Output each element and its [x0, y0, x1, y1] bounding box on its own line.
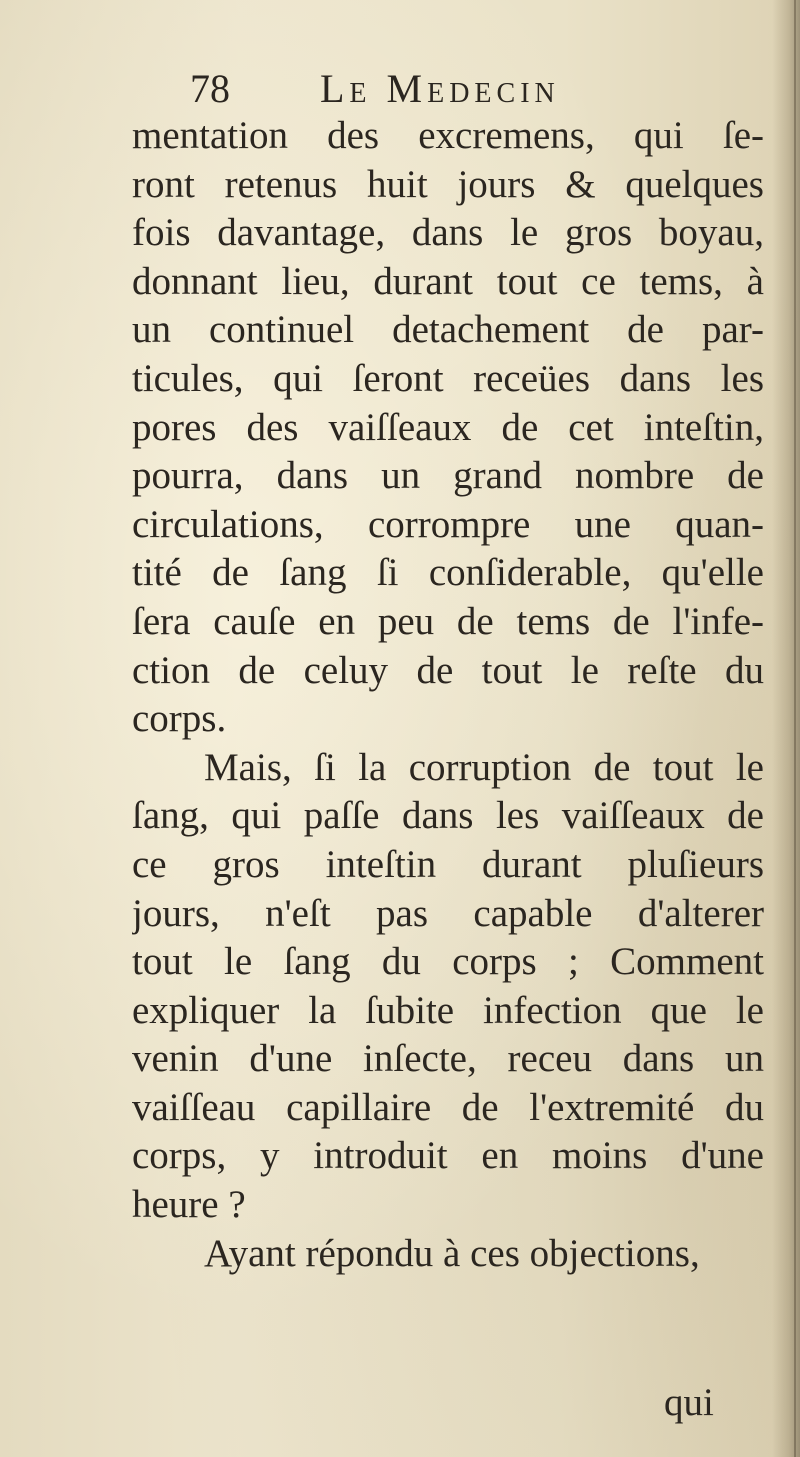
text-line: tout le ſang du corps ; Comment — [132, 940, 764, 984]
text-line: mentation des excremens, qui ſe- — [132, 114, 764, 157]
body-text — [132, 112, 764, 1278]
page-number: 78 — [190, 66, 230, 111]
text-line: corps, y introduit en moins d'une — [132, 1134, 764, 1178]
text-line: Ayant répondu à ces objections, — [204, 1231, 700, 1275]
text-line: un continuel detachement de par- — [132, 308, 764, 352]
text-line: ction de celuy de tout le reſte du — [132, 648, 764, 692]
text-line: fois davantage, dans le gros boyau, — [132, 211, 764, 255]
catchword: qui — [664, 1381, 714, 1424]
text-line: ticules, qui ſeront receües dans les — [132, 356, 764, 400]
text-line: Mais, ſi la corruption de tout le — [204, 745, 764, 789]
text-line: ſang, qui paſſe dans les vaiſſeaux de — [132, 794, 764, 838]
text-line: ce gros inteſtin durant pluſieurs — [132, 842, 764, 886]
paragraph — [132, 744, 764, 1230]
text-line: ront retenus huit jours & quelques — [132, 162, 764, 206]
text-line: tité de ſang ſi conſiderable, qu'elle — [132, 551, 764, 595]
paragraph — [132, 112, 764, 744]
text-line: expliquer la ſubite infection que le — [132, 988, 764, 1032]
text-line: vaiſſeau capillaire de l'extremité du — [132, 1085, 764, 1129]
text-line: corps. — [132, 697, 227, 741]
page-header — [190, 64, 730, 114]
text-line: jours, n'eſt pas capable d'alterer — [132, 891, 764, 935]
text-line: donnant lieu, durant tout ce tems, à — [132, 259, 764, 303]
text-line: circulations, corrompre une quan- — [132, 502, 764, 546]
paragraph — [132, 1230, 764, 1279]
text-line: heure ? — [132, 1183, 246, 1227]
text-line: venin d'une inſecte, receu dans un — [132, 1037, 764, 1081]
page-edge — [794, 0, 796, 1457]
text-line: pourra, dans un grand nombre de — [132, 454, 764, 498]
running-title: Le Medecin — [320, 66, 560, 111]
text-line: ſera cauſe en peu de tems de l'infe- — [132, 599, 764, 643]
text-line: pores des vaiſſeaux de cet inteſtin, — [132, 405, 764, 449]
